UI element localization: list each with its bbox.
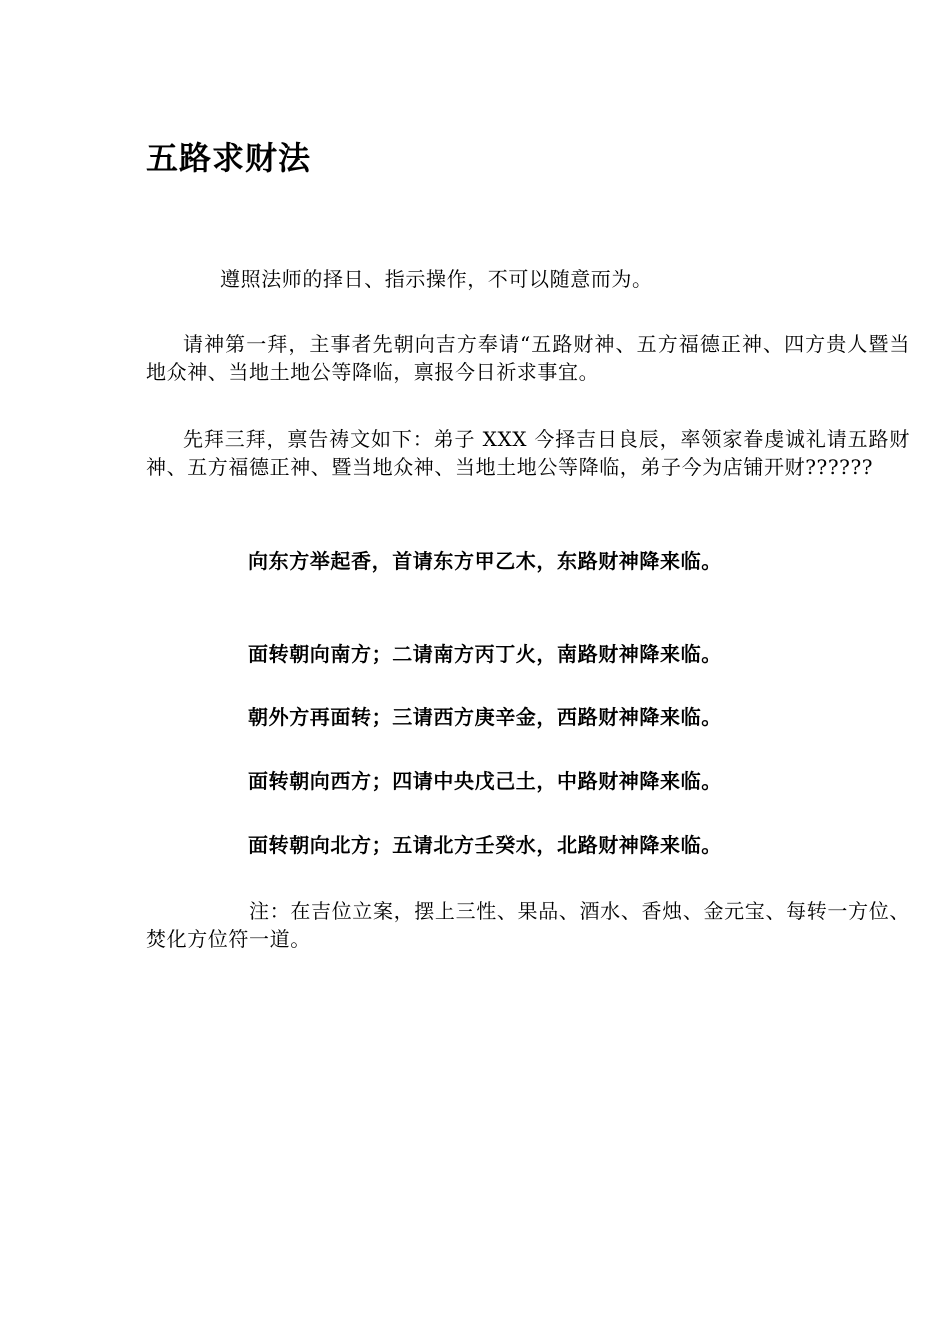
invocation-west: 朝外方再面转；三请西方庚辛金，西路财神降来临。 bbox=[248, 705, 722, 729]
step-one-paragraph: 请神第一拜，主事者先朝向吉方奉请“五路财神、五方福德正神、四方贵人暨当地众神、当地土地公等降临，禀报今日祈求事宜。 bbox=[146, 332, 910, 384]
note-paragraph: 注：在吉位立案，摆上三性、果品、酒水、香烛、金元宝、每转一方位、焚化方位符一道。 bbox=[146, 899, 910, 951]
invocation-north: 面转朝向北方；五请北方壬癸水，北路财神降来临。 bbox=[248, 833, 722, 857]
document-title: 五路求财法 bbox=[146, 139, 312, 177]
intro-paragraph: 遵照法师的择日、指示操作，不可以随意而为。 bbox=[220, 267, 653, 291]
invocation-east: 向东方举起香，首请东方甲乙木，东路财神降来临。 bbox=[248, 549, 722, 573]
prayer-paragraph: 先拜三拜，禀告祷文如下：弟子 XXX 今择吉日良辰，率领家眷虔诚礼请五路财神、五方福德正神、暨当地众神、当地土地公等降临，弟子今为店铺开财?????? bbox=[146, 427, 910, 479]
invocation-center: 面转朝向西方；四请中央戊己土，中路财神降来临。 bbox=[248, 769, 722, 793]
invocation-south: 面转朝向南方；二请南方丙丁火，南路财神降来临。 bbox=[248, 642, 722, 666]
